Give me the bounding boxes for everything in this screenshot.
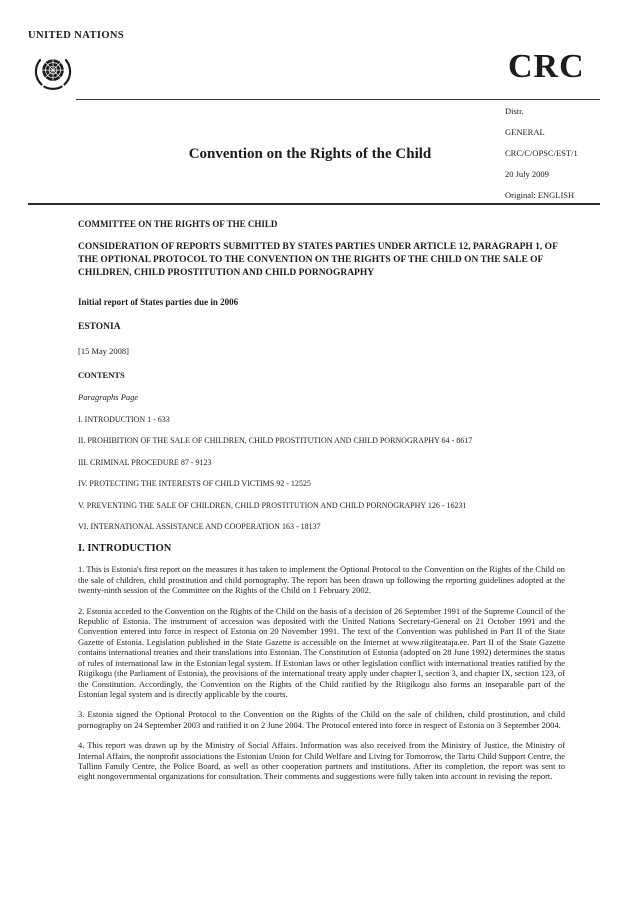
consideration-heading: CONSIDERATION OF REPORTS SUBMITTED BY STATES PARTIES UNDER ARTICLE 12, PARAGRAPH 1, OF THE OPTIONAL PROTOCOL TO THE CONVENTION ON THE RIGHTS OF THE CHILD ON THE SALE OF CHILDREN, CHILD PROSTITUTION AND CHILD PORNOGRAPHY [78, 242, 558, 278]
contents-heading: CONTENTS [78, 370, 125, 380]
org-name: UNITED NATIONS [28, 30, 125, 41]
report-subtitle: Initial report of States parties due in 2006 [78, 297, 239, 307]
paragraph-2: 2. Estonia acceded to the Convention on the Rights of the Child on the basis of a decision of 26 September 1991 of the Supreme Council of the Republic of Estonia. The instrument of accession was deposited with the United Nations Secretary-General on 21 October 1991 and the Convention entered into force in respect of Estonia on 20 November 1991. The text of the Convention was published in Part II of the State Gazette of Estonia. Legislation published in the State Gazette is accessible on the Internet at www.riigiteataja.ee. Part II of the State Gazette contains international treaties and their translations into Estonian. The Constitution of Estonia (adopted on 28 June 1992) determines the status of rules of international law in the Estonian legal system. If Estonian laws or other legislation conflict with international treaties ratified by the Riigikogu (the Parliament of Estonia), the provisions of the international treaty apply under chapter I, section 3, and chapter IX, section 123, of the Constitution. Accordingly, the Convention on the Rights of the Child ratified by the Riigikogu also forms an inseparable part of the Estonian legal system and is directly applicable by the courts. [78, 605, 565, 699]
header-divider [76, 99, 600, 100]
original-language: Original: ENGLISH [505, 190, 575, 200]
toc-entry-preventing-sale: V. PREVENTING THE SALE OF CHILDREN, CHILD PROSTITUTION AND CHILD PORNOGRAPHY 126 - 16231 [78, 500, 467, 510]
doc-symbol: CRC [508, 48, 585, 85]
un-emblem-icon [30, 52, 76, 94]
toc-entry-criminal-procedure: III. CRIMINAL PROCEDURE 87 - 9123 [78, 457, 212, 467]
section-heading-introduction: I. INTRODUCTION [78, 543, 172, 555]
distr-label: Distr. [505, 106, 524, 116]
doc-code: CRC/C/OPSC/EST/1 [505, 148, 578, 158]
contents-columns-header: Paragraphs Page [78, 392, 139, 402]
toc-entry-introduction: I. INTRODUCTION 1 - 633 [78, 415, 170, 424]
state-party-name: ESTONIA [78, 322, 121, 332]
toc-entry-protecting-interests: IV. PROTECTING THE INTERESTS OF CHILD VICTIMS 92 - 12525 [78, 479, 311, 489]
distribution-block [505, 107, 578, 212]
toc-entry-prohibition: II. PROHIBITION OF THE SALE OF CHILDREN, CHILD PROSTITUTION AND CHILD PORNOGRAPHY 64 - 8617 [78, 436, 473, 446]
committee-heading: COMMITTEE ON THE RIGHTS OF THE CHILD [78, 219, 278, 229]
paragraph-1: 1. This is Estonia's first report on the measures it has taken to implement the Optional Protocol to the Convention on the Rights of the Child on the sale of children, child prostitution and child pornography. The report has been drawn up following the reporting guidelines adopted at the twenty-ninth session of the Committee on the Rights of the Child on 1 February 2002. [78, 564, 565, 596]
toc-entry-international-assistance: VI. INTERNATIONAL ASSISTANCE AND COOPERATION 163 - 18137 [78, 522, 321, 532]
doc-date: 20 July 2009 [505, 169, 549, 179]
submission-date: [15 May 2008] [78, 346, 129, 356]
paragraph-4: 4. This report was drawn up by the Ministry of Social Affairs. Information was also received from the Ministry of Justice, the Ministry of Internal Affairs, the nonprofit associations the Estonian Union for Child Welfare and Living for Tomorrow, the Tartu Child Support Centre, the Tallinn Family Centre, the Police Board, as well as other cooperation partners and institutions. After its completion, the report was sent to eight nongovernmental organizations for consultation. Their comments and suggestions were fully taken into account in revising the report. [78, 740, 565, 782]
distr-type: GENERAL [505, 127, 545, 137]
title-divider [28, 203, 600, 205]
doc-title: Convention on the Rights of the Child [188, 146, 432, 162]
paragraph-3: 3. Estonia signed the Optional Protocol to the Convention on the Rights of the Child on the sale of children, child prostitution, and child pornography on 24 September 2003 and ratified it on 2 June 2004. The Protocol entered into force in respect of Estonia on 3 September 2004. [78, 709, 565, 730]
document-body [78, 220, 565, 792]
